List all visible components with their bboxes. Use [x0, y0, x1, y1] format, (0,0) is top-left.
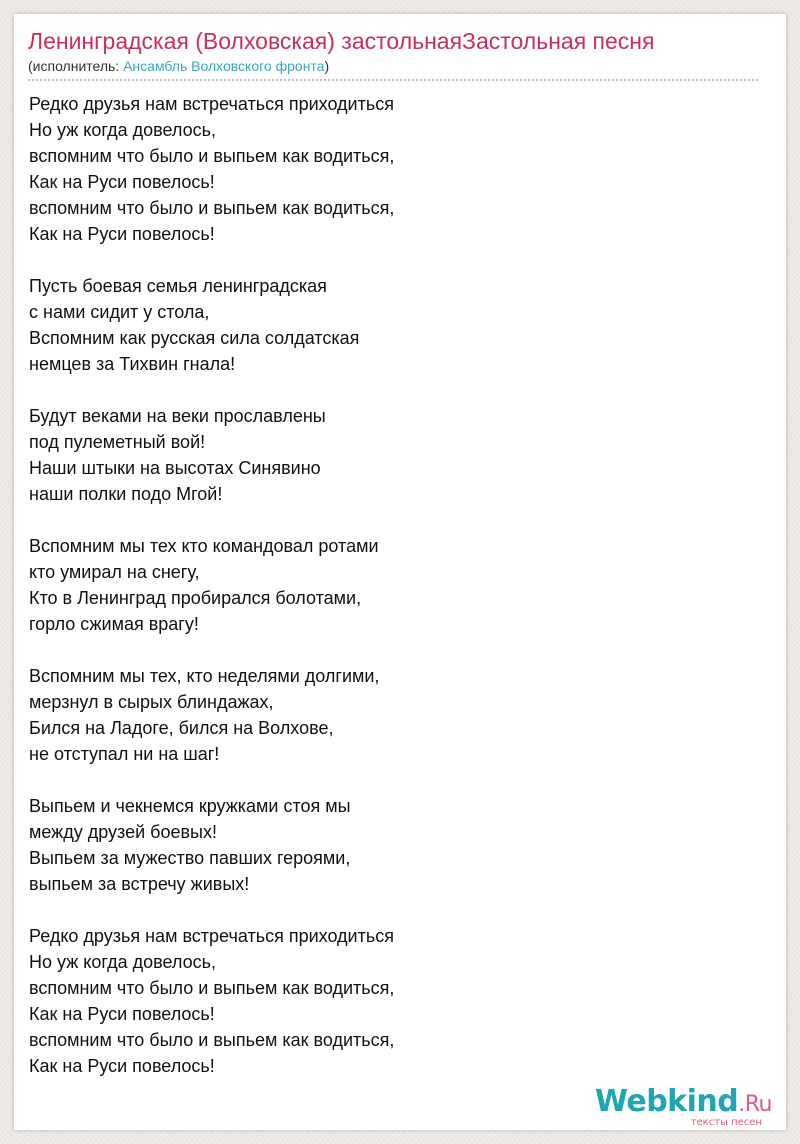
lyric-line: Выпьем за мужество павших героями,	[29, 848, 351, 868]
lyric-line: Как на Руси повелось!	[29, 1056, 215, 1076]
lyric-line: Как на Руси повелось!	[29, 1004, 215, 1024]
logo-tld: .Ru	[738, 1092, 772, 1117]
lyric-line: выпьем за встречу живых!	[29, 874, 250, 894]
lyric-line: Как на Руси повелось!	[29, 172, 215, 192]
lyric-line: Редко друзья нам встречаться приходиться	[29, 926, 394, 946]
stanza-break	[29, 637, 749, 663]
lyric-line: горло сжимая врагу!	[29, 614, 199, 634]
lyric-line: кто умирал на снегу,	[29, 562, 200, 582]
lyric-line: Редко друзья нам встречаться приходиться	[29, 94, 394, 114]
logo-wordmark	[572, 1086, 772, 1121]
lyric-line: Но уж когда довелось,	[29, 952, 216, 972]
lyric-line: Выпьем и чекнемся кружками стоя мы	[29, 796, 351, 816]
lyric-line: Вспомним мы тех кто командовал ротами	[29, 536, 379, 556]
lyrics-body	[29, 91, 749, 1079]
logo-tagline: тексты песен	[690, 1117, 762, 1128]
lyric-line: с нами сидит у стола,	[29, 302, 210, 322]
lyric-line: Как на Руси повелось!	[29, 224, 215, 244]
lyric-line: вспомним что было и выпьем как водиться,	[29, 146, 395, 166]
header-divider	[28, 79, 758, 81]
lyric-line: Пусть боевая семья ленинградская	[29, 276, 327, 296]
stanza-break	[29, 767, 749, 793]
lyric-line: Вспомним как русская сила солдатская	[29, 328, 360, 348]
lyric-line: под пулеметный вой!	[29, 432, 206, 452]
artist-prefix: (исполнитель:	[28, 58, 124, 74]
logo-name: Webkind	[594, 1084, 739, 1119]
artist-suffix: )	[324, 58, 330, 74]
lyric-line: Будут веками на веки прославлены	[29, 406, 326, 426]
lyric-line: Кто в Ленинград пробирался болотами,	[29, 588, 362, 608]
lyric-line: не отступал ни на шаг!	[29, 744, 220, 764]
stanza-break	[29, 897, 749, 923]
lyric-line: Но уж когда довелось,	[29, 120, 216, 140]
lyric-line: наши полки подо Мгой!	[29, 484, 223, 504]
lyric-line: Наши штыки на высотах Синявино	[29, 458, 321, 478]
lyric-line: мерзнул в сырых блиндажах,	[29, 692, 274, 712]
lyric-line: Вспомним мы тех, кто неделями долгими,	[29, 666, 380, 686]
artist-line	[28, 56, 758, 76]
lyric-line: между друзей боевых!	[29, 822, 217, 842]
artist-link[interactable]: Ансамбль Волховского фронта	[123, 58, 325, 74]
stanza-break	[29, 377, 749, 403]
lyric-line: немцев за Тихвин гнала!	[29, 354, 236, 374]
stanza-break	[29, 507, 749, 533]
song-header	[28, 26, 758, 76]
site-logo[interactable]	[572, 1086, 772, 1128]
stanza-break	[29, 247, 749, 273]
lyric-line: вспомним что было и выпьем как водиться,	[29, 198, 395, 218]
song-title: Ленинградская (Волховская) застольнаяЗастольная песня	[28, 28, 655, 54]
lyric-line: вспомним что было и выпьем как водиться,	[29, 1030, 395, 1050]
lyric-line: вспомним что было и выпьем как водиться,	[29, 978, 395, 998]
lyric-line: Бился на Ладоге, бился на Волхове,	[29, 718, 334, 738]
